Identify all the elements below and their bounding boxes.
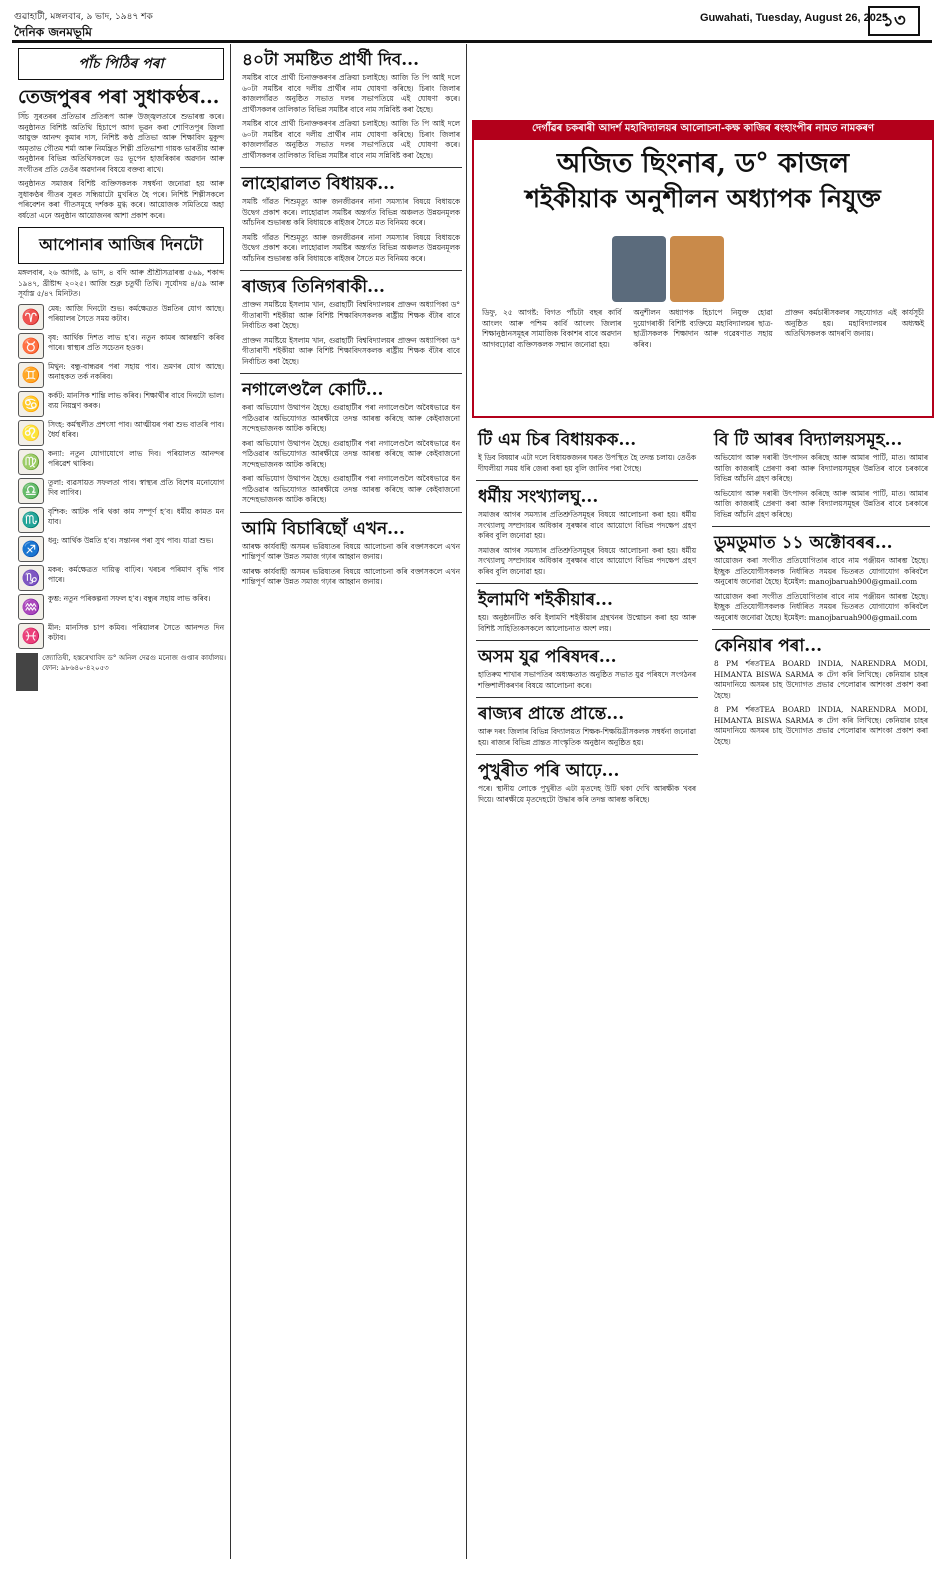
horoscope-intro: মঙ্গলবাৰ, ২৬ আগষ্ট, ৯ ভাদ, ৪ বদি আৰু শ্ৰীশ্ৰীসত্ৰাৰম্ভ ৫৬৯, শকাব্দ ১৯৪৭, খ্ৰীষ্টাব্দ ২০২৫। আজি শুক্ল চতুৰ্থী তিথি। সূৰ্যোদয় ৪/৫৯ আৰু সূৰ্যাস্ত ৫/৪৭ মিনিটত। [18, 268, 224, 298]
scorpio-icon: ♏ [18, 507, 44, 533]
zodiac-text: বৃষ: আৰ্থিক দিশত লাভ হ’ব। নতুন কামৰ আৰম্ভণি কৰিব পাৰে। স্বাস্থ্যৰ প্ৰতি সচেতন হওক। [48, 332, 224, 352]
article-text: সমষ্টিৰ বাবে প্ৰাৰ্থী চিনাক্তকৰণৰ প্ৰক্ৰিয়া চলাইছে। আজি তি পি আই দলে ৬০টা সমষ্টিৰ বাবে দলীয় প্ৰাৰ্থীৰ নাম ঘোষণা কৰিছে। চিৰাং জিলাৰ কাজলগাঁৱত অনুষ্ঠিত সভাত দলৰ সভাপতিয়ে এই ঘোষণা কৰে। প্ৰাৰ্থীসকলৰ তালিকাত বিভিন্ন সমষ্টিৰ বাবে নাম সন্নিবিষ্ট কৰা হৈছে। [242, 73, 460, 114]
zodiac-item [18, 478, 224, 504]
divider [476, 640, 698, 641]
article-text: ডিফু, ২৫ আগষ্ট: বিগত পাঁচটা বছৰ কাৰ্বি আংলং আৰু পশ্চিম কাৰ্বি আংলং জিলাৰ শিক্ষানুষ্ঠানসমূহৰ সামাজিক বিকাশৰ বাবে অৱদান আগবঢ়োৱা ব্যক্তিসকলক সন্মান জনোৱা হয়। [482, 308, 622, 349]
zodiac-text: তুলা: ব্যৱসায়ত সফলতা পাব। স্বাস্থ্যৰ প্ৰতি বিশেষ মনোযোগ দিব লাগিব। [48, 477, 224, 497]
article-text: আৰু দৰং জিলাৰ বিভিন্ন বিদ্যালয়ত শিক্ষক-শিক্ষয়িত্ৰীসকলক সম্বৰ্ধনা জনোৱা হয়। ৰাজ্যৰ বিভিন্ন প্ৰান্তত সাংস্কৃতিক অনুষ্ঠান অনুষ্ঠিত হয়। [478, 727, 696, 747]
column-2 [236, 44, 467, 1559]
article-text: সমষ্টি গাঁৱত শিশুমৃত্যু আৰু জনজীৱনৰ নানা সমস্যাৰ বিষয়ে বিধায়কে উদ্বেগ প্ৰকাশ কৰে। লাহোৱাল সমষ্টিৰ অন্তৰ্গত বিভিন্ন অঞ্চলত উন্নয়নমূলক আঁচনিৰ শুভাৰম্ভ কৰি বিধায়কে ৰাইজৰ সৈতে মত বিনিময় কৰে। [242, 232, 460, 263]
taurus-icon: ♉ [18, 333, 44, 359]
zodiac-text: কুম্ভ: নতুন পৰিকল্পনা সফল হ’ব। বন্ধুৰ সহায় লাভ কৰিব। [48, 593, 211, 603]
zodiac-item [18, 420, 224, 446]
divider [476, 480, 698, 481]
aries-icon: ♈ [18, 304, 44, 330]
astrologer-byline [16, 653, 226, 691]
article-text: আয়োজন কৰা সংগীত প্ৰতিযোগিতাৰ বাবে নাম পঞ্জীয়ন আৰম্ভ হৈছে। ইচ্ছুক প্ৰতিযোগীসকলক নিৰ্ধাৰিত সময়ৰ ভিতৰত যোগাযোগ কৰিবলৈ অনুৰোধ জনোৱা হৈছে। ইমেইল: manojbaruah900@gmail.com [714, 556, 928, 586]
zodiac-text: মেষ: আজি দিনটো শুভ। কৰ্মক্ষেত্ৰত উন্নতিৰ যোগ আছে। পৰিয়ালৰ সৈতে সময় কটাব। [48, 303, 224, 323]
headline: ৪০টা সমষ্টিত প্ৰাৰ্থী দিব... [242, 50, 420, 70]
astrologer-text: জ্যোতিষী, হস্তৰেখাবিদ ড° অনিল দেৱগু মনোজ গুপ্তাৰ কাৰ্যালয়। ফোন: ৯৮৬৪০-৪২০৫৩ [42, 653, 226, 672]
leo-icon: ♌ [18, 420, 44, 446]
person-photo [670, 236, 724, 302]
pisces-icon: ♓ [18, 623, 44, 649]
headline: আমি বিচাৰিছোঁ এখন... [242, 518, 405, 539]
zodiac-item [18, 536, 224, 562]
article-text: প্ৰাক্তন কৰ্মচাৰীসকলৰ সহযোগত এই কাৰ্যসূচী অনুষ্ঠিত হয়। মহাবিদ্যালয়ৰ অধ্যক্ষই অতিথিসকলক আদৰণি জনায়। [784, 308, 924, 338]
article-text: কৰা অভিযোগ উত্থাপন হৈছে। গুৱাহাটীৰ পৰা নগালেণ্ডলৈ অবৈধভাৱে ধন পঠিওৱাৰ অভিযোগত আৰক্ষীয়ে তদন্ত আৰম্ভ কৰিছে আৰু কেইবাজনো সন্দেহভাজনক আটক কৰিছে। [242, 438, 460, 469]
article-text: হাতিৰুম শাখাৰ সভাপতিৰ অধ্যক্ষতাত অনুষ্ঠিত সভাত যুৱ পৰিষদে সংগঠনৰ শক্তিশালীকৰণৰ বিষয়ে আলোচনা কৰে। [478, 670, 696, 690]
zodiac-text: কৰ্কট: মানসিক শান্তি লাভ কৰিব। শিক্ষাৰ্থীৰ বাবে দিনটো ভাল। ব্যয় নিয়ন্ত্ৰণ কৰক। [48, 390, 224, 410]
divider [240, 512, 462, 513]
article-text: 8 PM ৰ্শৰতTEA BOARD INDIA, NARENDRA MODI, HIMANTA BISWA SARMA ক টেগ কৰি লিখিছে। কেনিয়াৰ চাহৰ আমদানিয়ে অসমৰ চাহ উদ্যোগত প্ৰভাৱ পেলোৱাৰ আশংকা প্ৰকাশ কৰা হৈছে। [714, 705, 928, 746]
divider [240, 167, 462, 168]
headline: লাহোৱালত বিধায়ক... [242, 174, 395, 194]
article-text: সমষ্টিৰ বাবে প্ৰাৰ্থী চিনাক্তকৰণৰ প্ৰক্ৰিয়া চলাইছে। আজি তি পি আই দলে ৬০টা সমষ্টিৰ বাবে দলীয় প্ৰাৰ্থীৰ নাম ঘোষণা কৰিছে। চিৰাং জিলাৰ কাজলগাঁৱত অনুষ্ঠিত সভাত দলৰ সভাপতিয়ে এই ঘোষণা কৰে। প্ৰাৰ্থীসকলৰ তালিকাত বিভিন্ন সমষ্টিৰ বাবে নাম সন্নিবিষ্ট কৰা হৈছে। [242, 119, 460, 160]
article-text: প্ৰাক্তন সমষ্টিয়ে ইসলাম খান, গুৱাহাটী বিশ্ববিদ্যালয়ৰ প্ৰাক্তন অধ্যাপিকা ড° গীতাৰাণী শইকীয়া আৰু বিশিষ্ট শিক্ষাবিদসকলক ৰাষ্ট্ৰীয় শিক্ষক বঁটাৰ বাবে নিৰ্বাচিত কৰা হৈছে। [242, 300, 460, 330]
headline: ধৰ্মীয় সংখ্যালঘু... [478, 487, 599, 507]
gemini-icon: ♊ [18, 362, 44, 388]
article-text: আৰক্ষ কাৰ্যবাহী অসমৰ ভৱিষ্যতৰ বিষয়ে আলোচনা কৰি বক্তাসকলে এখন শান্তিপূৰ্ণ আৰু উন্নত সমাজ গঢ়াৰ আহ্বান জনায়। [242, 541, 460, 561]
headline: কেনিয়াৰ পৰা... [714, 636, 823, 656]
zodiac-item [18, 304, 224, 330]
dateline-right: Guwahati, Tuesday, August 26, 2025 [700, 12, 889, 24]
feature-banner: দেৰ্গাঁৱৰ চকৰাৰী আদৰ্শ মহাবিদ্যালয়ৰ আলোচনা-কক্ষ কাজিৰ ৰংহাংপীৰ নামত নামকৰণ [472, 120, 934, 138]
feature-body [480, 308, 926, 354]
article-text: 8 PM ৰ্শৰতTEA BOARD INDIA, NARENDRA MODI, HIMANTA BISWA SARMA ক টেগ কৰি লিখিছে। কেনিয়াৰ চাহৰ আমদানিয়ে অসমৰ চাহ উদ্যোগত প্ৰভাৱ পেলোৱাৰ আশংকা প্ৰকাশ কৰা হৈছে। [714, 659, 928, 700]
article-text: ই ডিব বিষয়াৰ এটা দলে বিধায়কজনৰ ঘৰত উপস্থিত হৈ তদন্ত চলায়। তেওঁক দীঘলীয়া সময় ধৰি জেৰা কৰা হয় বুলি জানিব পৰা গৈছে। [478, 453, 696, 473]
sagittarius-icon: ♐ [18, 536, 44, 562]
article-text: প্ৰাক্তন সমষ্টিয়ে ইসলাম খান, গুৱাহাটী বিশ্ববিদ্যালয়ৰ প্ৰাক্তন অধ্যাপিকা ড° গীতাৰাণী শইকীয়া আৰু বিশিষ্ট শিক্ষাবিদসকলক ৰাষ্ট্ৰীয় শিক্ষক বঁটাৰ বাবে নিৰ্বাচিত কৰা হৈছে। [242, 335, 460, 366]
zodiac-text: সিংহ: কৰ্মস্থলীত প্ৰশংসা পাব। আত্মীয়ৰ পৰা শুভ বাতৰি পাব। ধৈৰ্য ধৰিব। [48, 419, 224, 439]
headline: ৰাজ্যৰ তিনিগৰাকী... [242, 277, 385, 297]
divider [712, 526, 930, 527]
article-text: অনুষ্ঠানত সমাজৰ বিশিষ্ট ব্যক্তিসকলক সম্বৰ্ধনা জনোৱা হয় আৰু সুধাকণ্ঠৰ গীতৰ সুৰত সন্ধিয়াটো মুখৰিত হৈ পৰে। নিশিষ্ট শিল্পীসকলে পৰিবেশন কৰা গীতসমূহে দৰ্শকক মুগ্ধ কৰে। আয়োজক সমিতিয়ে অহা বৰ্ষতো এনে অনুষ্ঠান আয়োজনৰ আশা প্ৰকাশ কৰে। [18, 179, 224, 220]
column-3 [472, 424, 702, 1559]
horoscope-title: আপোনাৰ আজিৰ দিনটো [18, 227, 224, 264]
feature-article [472, 138, 934, 418]
zodiac-item [18, 391, 224, 417]
article-text: হয়। অনুষ্ঠানটিত কবি ইলামণি শইকীয়াৰ গ্ৰন্থখনৰ উন্মোচন কৰা হয় আৰু বিশিষ্ট সাহিত্যিকসকলে আলোচনাত অংশ লয়। [478, 613, 696, 633]
column-1 [12, 44, 231, 1559]
article-text: সমষ্টি গাঁৱত শিশুমৃত্যু আৰু জনজীৱনৰ নানা সমস্যাৰ বিষয়ে বিধায়কে উদ্বেগ প্ৰকাশ কৰে। লাহোৱাল সমষ্টিৰ অন্তৰ্গত বিভিন্ন অঞ্চলত উন্নয়নমূলক আঁচনিৰ শুভাৰম্ভ কৰি বিধায়কে ৰাইজৰ সৈতে মত বিনিময় কৰে। [242, 197, 460, 227]
divider [240, 270, 462, 271]
article-text: আৰক্ষ কাৰ্যবাহী অসমৰ ভৱিষ্যতৰ বিষয়ে আলোচনা কৰি বক্তাসকলে এখন শান্তিপূৰ্ণ আৰু উন্নত সমাজ গঢ়াৰ আহ্বান জনায়। [242, 566, 460, 586]
zodiac-text: মিথুন: বন্ধু-বান্ধৱৰ পৰা সহায় পাব। ভ্ৰমণৰ যোগ আছে। অনাহকত তৰ্ক নকৰিব। [48, 361, 224, 381]
zodiac-item [18, 565, 224, 591]
newspaper-brand: দৈনিক জনমভূমি [14, 25, 92, 39]
article-text: সিঁচ সুৰতৰৰ প্ৰতিভাৰ প্ৰতিৰূপ আৰু উজ্জ্বলতাৰে শুভাৰম্ভ কৰে। অনুষ্ঠানত বিশিষ্ট অতিথি হিচাপে আগ ভূৱন কৰা শোণিতপুৰ জিলা আয়ুক্ত আনন্দ কুমাৰ দাস, নিশিষ্ট কণ্ঠ প্ৰতিভা আৰু শিক্ষাবিদ মুকুন্দ অমৃতাভ গৌতম শৰ্মা আৰু নিমন্ত্ৰিত শিল্পী প্ৰতিভাশা গায়ক ভাৰতীয় আৰু অনুষ্ঠানৰ বিভিন্ন অতিথিসকলে ডঃ ভূপেন হাজৰিকাৰ অৱদান আৰু সংগীতৰ প্ৰতি তেওঁৰ অৱদানৰ বিষয়ে বক্তব্য ৰাখে। [18, 112, 224, 174]
headline: ৰাজ্যৰ প্ৰান্তে প্ৰান্তে... [478, 704, 625, 724]
divider [240, 373, 462, 374]
dateline-left: গুৱাহাটী, মঙ্গলবাৰ, ৯ ভাদ, ১৯৪৭ শক [14, 12, 153, 22]
zodiac-text: মীন: মানসিক চাপ কমিব। পৰিয়ালৰ সৈতে আনন্দত দিন কটাব। [48, 622, 224, 642]
article-text: অভিযোগ আৰু দৰাৰী উৎপাদন কৰিছে আৰু আমাৰ পাৰ্টি, মাত। আমাৰ আজি কাজৰাই প্ৰেৰণা কৰা আৰু বিদ্যালয়সমূহৰ উন্নতিৰ বাবে চৰকাৰে বিভিন্ন আঁচনি গ্ৰহণ কৰিছে। [714, 453, 928, 483]
person-photo [612, 236, 666, 302]
zodiac-item [18, 594, 224, 620]
cancer-icon: ♋ [18, 391, 44, 417]
page-number: ১৩ [868, 6, 920, 36]
article-text: সমাজৰ আগৰ সমস্যাৰ প্ৰতিশ্ৰুতিসমূহৰ বিষয়ে আলোচনা কৰা হয়। ধৰ্মীয় সংখ্যালঘু সম্প্ৰদায়ৰ অধিকাৰ সুৰক্ষাৰ বাবে আয়োগে বিভিন্ন পদক্ষেপ গ্ৰহণ কৰিব বুলি জনোৱা হয়। [478, 545, 696, 576]
zodiac-text: কন্যা: নতুন যোগাযোগে লাভ দিব। পৰিয়ালত আনন্দৰ পৰিৱেশ থাকিব। [48, 448, 224, 468]
section-label: পাঁচ পিঠিৰ পৰা [18, 48, 224, 80]
divider [712, 629, 930, 630]
aquarius-icon: ♒ [18, 594, 44, 620]
divider [476, 583, 698, 584]
headline: অসম যুৱ পৰিষদৰ... [478, 647, 617, 667]
headline: পুখুৰীত পৰি আঢ়ে... [478, 761, 620, 781]
astrologer-photo [16, 653, 38, 691]
virgo-icon: ♍ [18, 449, 44, 475]
header-rule [12, 40, 932, 43]
headline: নগালেণ্ডলৈ কোটি... [242, 380, 384, 400]
article-text: অনুশীলন অধ্যাপক হিচাপে নিযুক্ত হোৱা দুয়োগৰাকী বিশিষ্ট ব্যক্তিয়ে মহাবিদ্যালয়ৰ ছাত্ৰ-ছাত্ৰীসকলক শিক্ষাদান আৰু গৱেষণাত সহায় কৰিব। [633, 308, 773, 349]
headline: ইলামণি শইকীয়াৰ... [478, 590, 613, 610]
zodiac-item [18, 362, 224, 388]
headline: টি এম চিৰ বিধায়কক... [478, 430, 637, 450]
feature-subheadline: শইকীয়াক অনুশীলন অধ্যাপক নিযুক্ত [525, 184, 881, 213]
feature-headline: অজিত ছিংনাৰ, ড° কাজল [556, 148, 850, 179]
article-text: আয়োজন কৰা সংগীত প্ৰতিযোগিতাৰ বাবে নাম পঞ্জীয়ন আৰম্ভ হৈছে। ইচ্ছুক প্ৰতিযোগীসকলক নিৰ্ধাৰিত সময়ৰ ভিতৰত যোগাযোগ কৰিবলৈ অনুৰোধ জনোৱা হৈছে। ইমেইল: manojbaruah900@gmail.com [714, 591, 928, 622]
article-text: পৰে। স্থানীয় লোকে পুখুৰীত এটা মৃতদেহ উটি থকা দেখি আৰক্ষীক খবৰ দিয়ে। আৰক্ষীয়ে মৃতদেহটো উদ্ধাৰ কৰি তদন্ত আৰম্ভ কৰিছে। [478, 784, 696, 804]
capricorn-icon: ♑ [18, 565, 44, 591]
zodiac-text: মকৰ: কৰ্মক্ষেত্ৰত দায়িত্ব বাঢ়িব। খৰচৰ পৰিমাণ বৃদ্ধি পাব পাৰে। [48, 564, 224, 584]
headline: বি টি আৰৰ বিদ্যালয়সমূহ... [714, 430, 903, 450]
zodiac-text: বৃশ্চিক: আটক পৰি থকা কাম সম্পূৰ্ণ হ’ব। ধৰ্মীয় কামত মন যাব। [48, 506, 224, 526]
column-4 [708, 424, 934, 1559]
zodiac-text: ধনু: আৰ্থিক উন্নতি হ’ব। সন্তানৰ পৰা সুখ পাব। যাত্ৰা শুভ। [48, 535, 214, 545]
divider [476, 754, 698, 755]
headline: তেজপুৰৰ পৰা সুধাকণ্ঠৰ... [18, 86, 220, 108]
article-text: কৰা অভিযোগ উত্থাপন হৈছে। গুৱাহাটীৰ পৰা নগালেণ্ডলৈ অবৈধভাৱে ধন পঠিওৱাৰ অভিযোগত আৰক্ষীয়ে তদন্ত আৰম্ভ কৰিছে আৰু কেইবাজনো সন্দেহভাজনক আটক কৰিছে। [242, 474, 460, 504]
article-text: অভিযোগ আৰু দৰাৰী উৎপাদন কৰিছে আৰু আমাৰ পাৰ্টি, মাত। আমাৰ আজি কাজৰাই প্ৰেৰণা কৰা আৰু বিদ্যালয়সমূহৰ উন্নতিৰ বাবে চৰকাৰে বিভিন্ন আঁচনি গ্ৰহণ কৰিছে। [714, 488, 928, 519]
divider [476, 697, 698, 698]
article-text: কৰা অভিযোগ উত্থাপন হৈছে। গুৱাহাটীৰ পৰা নগালেণ্ডলৈ অবৈধভাৱে ধন পঠিওৱাৰ অভিযোগত আৰক্ষীয়ে তদন্ত আৰম্ভ কৰিছে আৰু কেইবাজনো সন্দেহভাজনক আটক কৰিছে। [242, 403, 460, 433]
zodiac-item [18, 449, 224, 475]
zodiac-item [18, 333, 224, 359]
libra-icon: ♎ [18, 478, 44, 504]
article-text: সমাজৰ আগৰ সমস্যাৰ প্ৰতিশ্ৰুতিসমূহৰ বিষয়ে আলোচনা কৰা হয়। ধৰ্মীয় সংখ্যালঘু সম্প্ৰদায়ৰ অধিকাৰ সুৰক্ষাৰ বাবে আয়োগে বিভিন্ন পদক্ষেপ গ্ৰহণ কৰিব বুলি জনোৱা হয়। [478, 510, 696, 540]
zodiac-item [18, 507, 224, 533]
headline: ডুমডুমাত ১১ অক্টোবৰৰ... [714, 533, 893, 553]
zodiac-item [18, 623, 224, 649]
